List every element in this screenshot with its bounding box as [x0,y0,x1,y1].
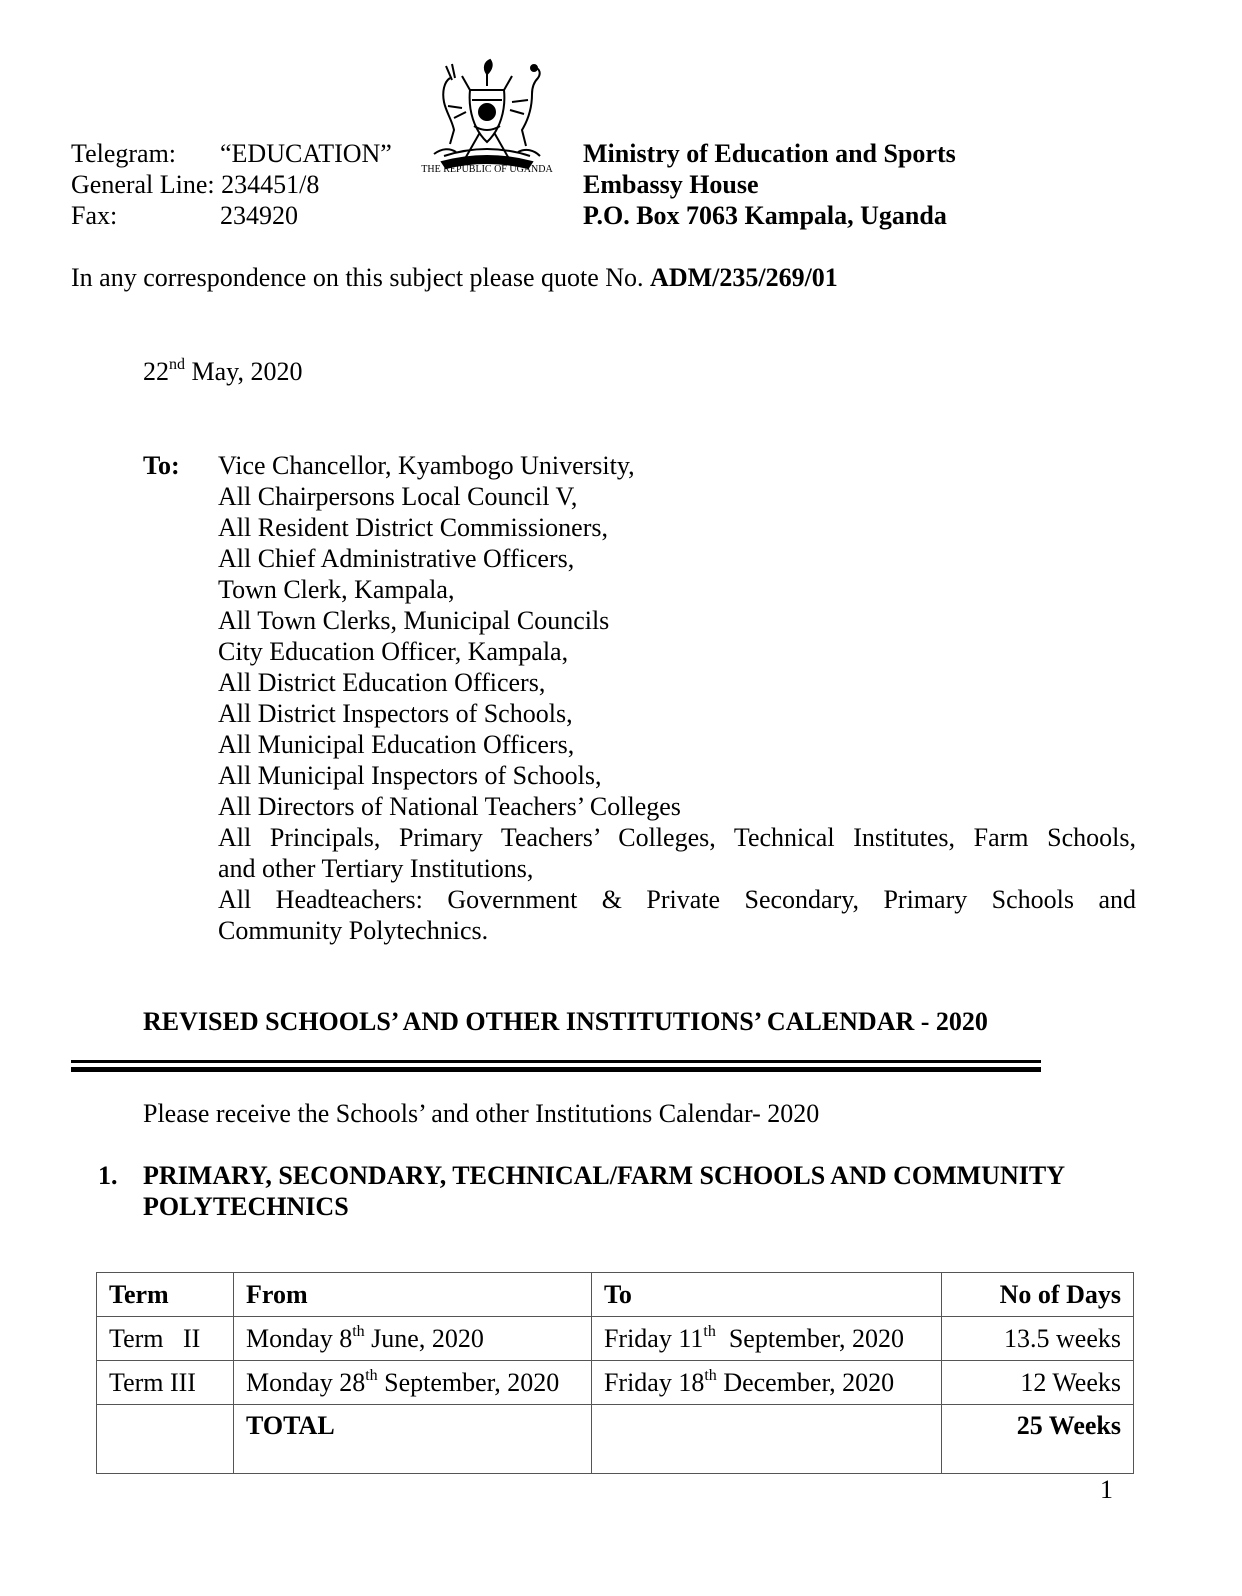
telegram-value: “EDUCATION” [220,139,392,168]
table-row [97,1361,1134,1405]
ministry-address: P.O. Box 7063 Kampala, Uganda [583,201,947,230]
general-line-value: 234451/8 [221,170,320,199]
divider-rule [71,1060,1041,1063]
intro-text: Please receive the Schools’ and other Institutions Calendar- 2020 [143,1099,820,1128]
recipient-line: All Town Clerks, Municipal Councils [218,606,610,635]
to-cell: Friday 11th September, 2020 [591,1317,941,1361]
to-label: To: [143,451,180,480]
emblem-caption: THE REPUBLIC OF UGANDA [421,164,553,175]
to-cell: Friday 18th December, 2020 [591,1361,941,1405]
total-empty-cell [591,1405,941,1474]
date-day: 22 [143,357,169,386]
recipient-line: Town Clerk, Kampala, [218,575,455,604]
ministry-building: Embassy House [583,170,759,199]
recipient-line: All Chief Administrative Officers, [218,544,575,573]
total-empty-cell [97,1405,234,1474]
fax-line [71,200,298,231]
recipient-line: Vice Chancellor, Kyambogo University, [218,451,635,480]
term-cell: Term III [97,1361,234,1405]
recipient-line: All District Inspectors of Schools, [218,699,573,728]
reference-text: In any correspondence on this subject please quote No. [71,263,644,292]
total-value: 25 Weeks [941,1405,1133,1474]
days-cell: 12 Weeks [941,1361,1133,1405]
term-cell: Term II [97,1317,234,1361]
header-term: Term [97,1273,234,1317]
recipient-line: Community Polytechnics. [218,916,489,945]
telegram-line [71,138,392,169]
ministry-name: Ministry of Education and Sports [583,139,956,168]
recipient-line: City Education Officer, Kampala, [218,637,569,666]
recipient-line: All Municipal Inspectors of Schools, [218,761,602,790]
recipient-line: All Resident District Commissioners, [218,513,608,542]
letter-date [143,356,302,387]
table-total-row [97,1405,1134,1474]
recipient-line: All Headteachers: Government & Private Secondary, Primary Schools and [218,885,1136,914]
table-row [97,1317,1134,1361]
reference-line [71,262,838,293]
date-rest: May, 2020 [191,357,303,386]
subject-heading: REVISED SCHOOLS’ AND OTHER INSTITUTIONS’ CALENDAR - 2020 [143,1007,988,1036]
recipient-line: and other Tertiary Institutions, [218,854,534,883]
general-line [71,169,319,200]
section-title-line2: POLYTECHNICS [143,1192,349,1221]
date-day-suffix: nd [169,356,185,374]
fax-label: Fax: [71,201,118,230]
recipient-line: All Directors of National Teachers’ Colleges [218,792,681,821]
divider-rule [71,1067,1041,1072]
header-to: To [591,1273,941,1317]
section-title-line1: PRIMARY, SECONDARY, TECHNICAL/FARM SCHOOLS AND COMMUNITY [143,1161,1065,1190]
table-header-row [97,1273,1134,1317]
from-cell: Monday 8th June, 2020 [234,1317,592,1361]
recipient-line: All Municipal Education Officers, [218,730,575,759]
recipient-line: All Chairpersons Local Council V, [218,482,578,511]
general-line-label: General Line: [71,170,215,199]
header-from: From [234,1273,592,1317]
telegram-label: Telegram: [71,139,177,168]
recipient-list [218,450,1136,946]
fax-value: 234920 [220,201,298,230]
recipient-line: All District Education Officers, [218,668,546,697]
reference-number: ADM/235/269/01 [650,263,838,292]
section-number: 1. [98,1161,118,1190]
total-label: TOTAL [234,1405,592,1474]
from-cell: Monday 28th September, 2020 [234,1361,592,1405]
coat-of-arms-emblem [414,56,560,178]
term-calendar-table [96,1272,1134,1474]
days-cell: 13.5 weeks [941,1317,1133,1361]
recipient-line: All Principals, Primary Teachers’ Colleges, Technical Institutes, Farm Schools, [218,823,1136,852]
page-number: 1 [1100,1475,1113,1504]
header-days: No of Days [941,1273,1133,1317]
